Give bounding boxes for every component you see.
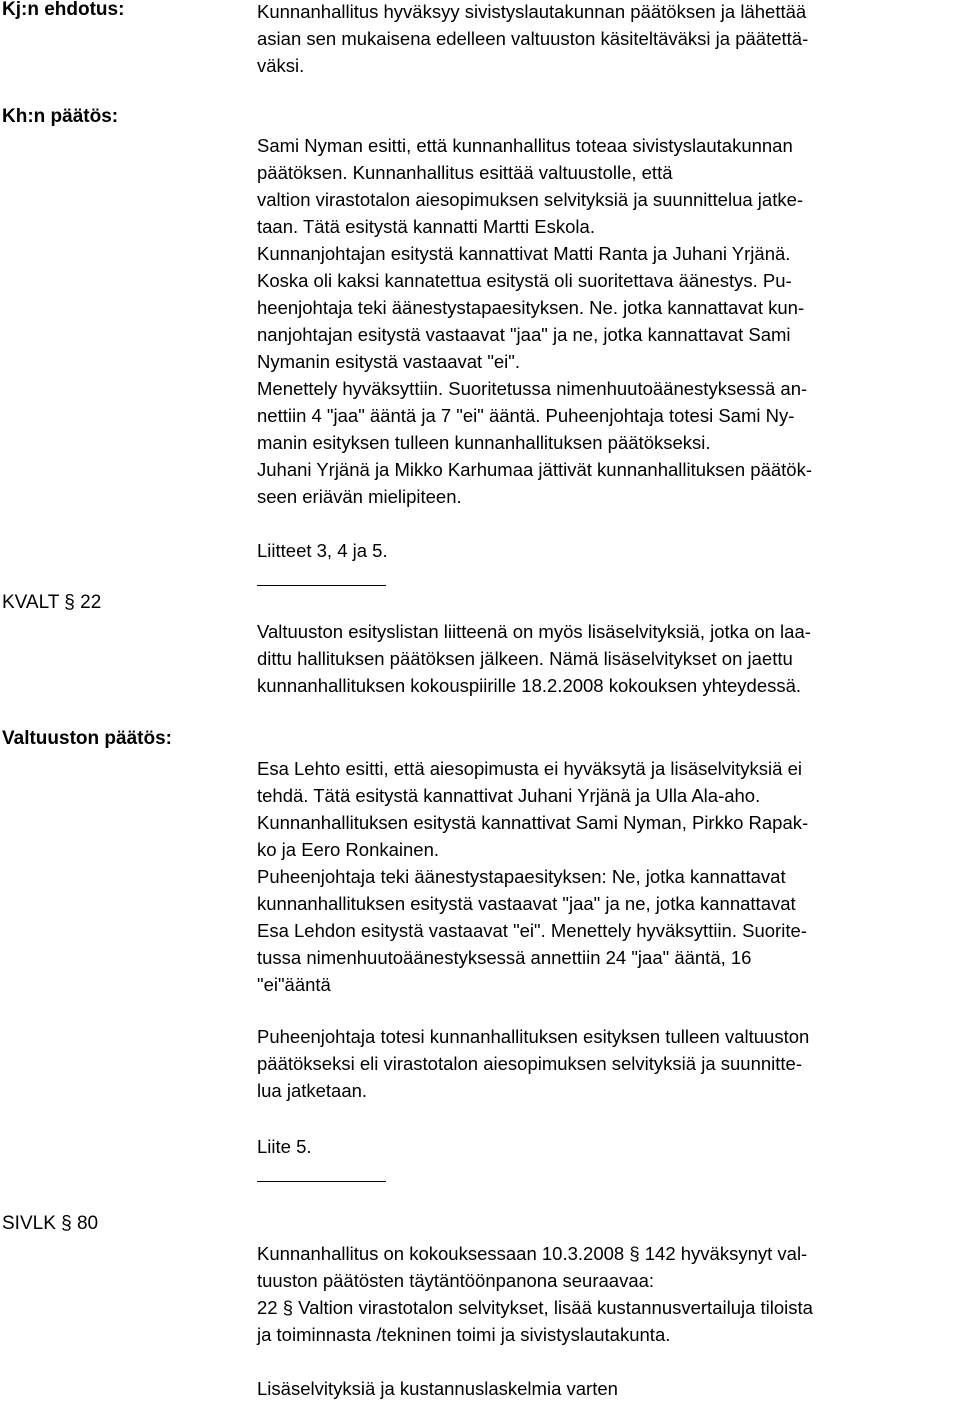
valtuusto-line: kunnanhallituksen esitystä vastaavat "jaa" ja ne, jotka kannattavat — [257, 893, 796, 914]
sivlk-line: Kunnanhallitus on kokouksessaan 10.3.2008 § 142 hyväksynyt val- — [257, 1243, 808, 1264]
valtuusto-line: Puheenjohtaja teki äänestystapaesityksen: Ne, jotka kannattavat — [257, 866, 786, 887]
kh-paatos-line: Menettely hyväksyttiin. Suoritetussa nimenhuutoäänestyksessä an- — [257, 378, 808, 399]
kh-paatos-line: päätöksen. Kunnanhallitus esittää valtuustolle, että — [257, 162, 673, 183]
valtuusto-conclusion-line: päätökseksi eli virastotalon aiesopimuksen selvityksiä ja suunnitte- — [257, 1053, 802, 1074]
kvalt-line: kunnanhallituksen kokouspiirille 18.2.2008 kokouksen yhteydessä. — [257, 675, 802, 696]
kh-paatos-line: Kunnanjohtajan esitystä kannattivat Matti Ranta ja Juhani Yrjänä. — [257, 243, 791, 264]
kj-ehdotus-line: Kunnanhallitus hyväksyy sivistyslautakunnan päätöksen ja lähettää — [257, 1, 807, 22]
label-kvalt: KVALT § 22 — [2, 592, 102, 613]
valtuusto-conclusion-line: Puheenjohtaja totesi kunnanhallituksen esityksen tulleen valtuuston — [257, 1026, 810, 1047]
kh-paatos-line: manin esityksen tulleen kunnanhallituksen päätökseksi. — [257, 432, 711, 453]
sivlk-line: 22 § Valtion virastotalon selvitykset, lisää kustannusvertailuja tiloista — [257, 1297, 813, 1318]
kh-paatos-line: nettiin 4 "jaa" ääntä ja 7 "ei" ääntä. Puheenjohtaja totesi Sami Ny- — [257, 405, 795, 426]
kvalt-line: dittu hallituksen päätöksen jälkeen. Nämä lisäselvitykset on jaettu — [257, 648, 793, 669]
kvalt-line: Valtuuston esityslistan liitteenä on myös lisäselvityksiä, jotka on laa- — [257, 621, 811, 642]
valtuusto-line: tussa nimenhuutoäänestyksessä annettiin 24 "jaa" ääntä, 16 — [257, 947, 752, 968]
final-line: Lisäselvityksiä ja kustannuslaskelmia varten — [257, 1378, 618, 1399]
kh-paatos-line: heenjohtaja teki äänestystapaesityksen. Ne. jotka kannattavat kun- — [257, 297, 805, 318]
section-divider — [257, 1181, 386, 1182]
label-sivlk: SIVLK § 80 — [2, 1213, 99, 1234]
kh-paatos-line: nanjohtajan esitystä vastaavat "jaa" ja ne, jotka kannattavat Sami — [257, 324, 791, 345]
label-kh-paatos: Kh:n päätös: — [2, 106, 119, 127]
valtuusto-line: Esa Lehdon esitystä vastaavat "ei". Menettely hyväksyttiin. Suorite- — [257, 920, 807, 941]
kh-paatos-line: Nymanin esitystä vastaavat "ei". — [257, 351, 520, 372]
sivlk-line: ja toiminnasta /tekninen toimi ja sivistyslautakunta. — [257, 1324, 671, 1345]
valtuusto-line: Kunnanhallituksen esitystä kannattivat Sami Nyman, Pirkko Rapak- — [257, 812, 809, 833]
valtuusto-line: "ei"ääntä — [257, 974, 331, 995]
valtuusto-line: tehdä. Tätä esitystä kannattivat Juhani Yrjänä ja Ulla Ala-aho. — [257, 785, 761, 806]
liitteet-text: Liitteet 3, 4 ja 5. — [257, 540, 388, 561]
valtuusto-line: Esa Lehto esitti, että aiesopimusta ei hyväksytä ja lisäselvityksiä ei — [257, 758, 802, 779]
kh-paatos-line: Juhani Yrjänä ja Mikko Karhumaa jättivät kunnanhallituksen päätök- — [257, 459, 812, 480]
label-kj-ehdotus: Kj:n ehdotus: — [2, 0, 125, 20]
kh-paatos-line: valtion virastotalon aiesopimuksen selvityksiä ja suunnittelua jatke- — [257, 189, 804, 210]
valtuusto-conclusion-line: lua jatketaan. — [257, 1080, 368, 1101]
kj-ehdotus-line: väksi. — [257, 55, 305, 76]
kh-paatos-line: seen eriävän mielipiteen. — [257, 486, 462, 507]
section-divider — [257, 585, 386, 586]
kh-paatos-line: Sami Nyman esitti, että kunnanhallitus toteaa sivistyslautakunnan — [257, 135, 793, 156]
kh-paatos-line: taan. Tätä esitystä kannatti Martti Eskola. — [257, 216, 595, 237]
label-valtuuston-paatos: Valtuuston päätös: — [2, 728, 172, 749]
sivlk-line: tuuston päätösten täytäntöönpanona seuraavaa: — [257, 1270, 655, 1291]
valtuusto-line: ko ja Eero Ronkainen. — [257, 839, 440, 860]
kh-paatos-line: Koska oli kaksi kannatettua esitystä oli suoritettava äänestys. Pu- — [257, 270, 792, 291]
liite-text: Liite 5. — [257, 1136, 312, 1157]
kj-ehdotus-line: asian sen mukaisena edelleen valtuuston käsiteltäväksi ja päätettä- — [257, 28, 809, 49]
